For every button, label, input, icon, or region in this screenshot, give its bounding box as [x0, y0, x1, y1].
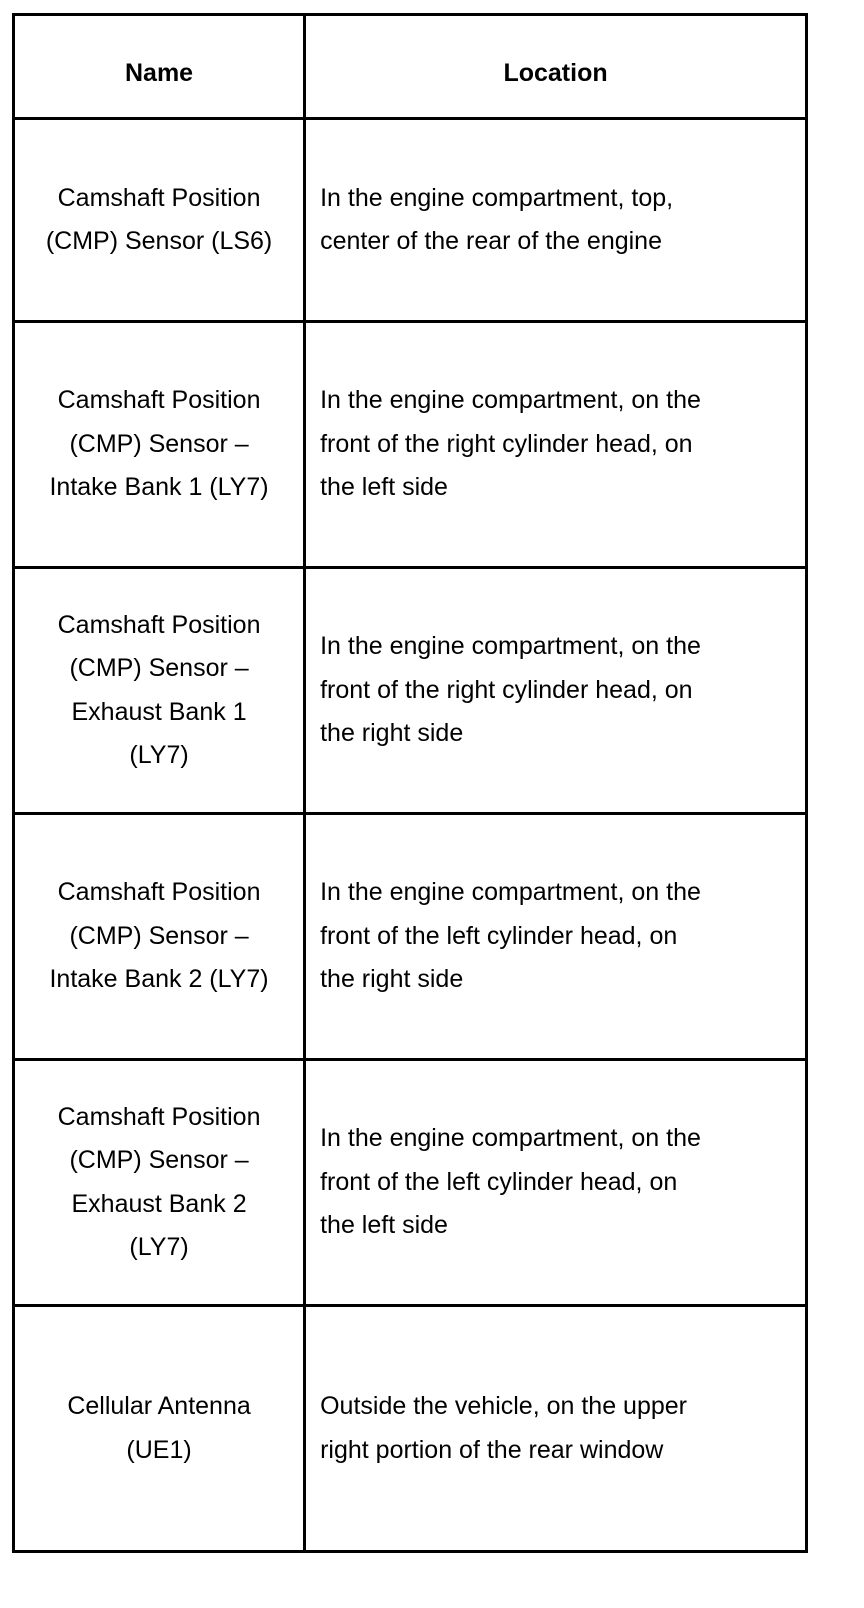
table-row: [14, 322, 807, 568]
cell-location: In the engine compartment, top, center of the rear of the engine: [305, 119, 807, 322]
table-row: [14, 119, 807, 322]
cell-location: In the engine compartment, on the front of the left cylinder head, on the left side: [305, 1060, 807, 1306]
table-row: [14, 568, 807, 814]
table-row: [14, 1306, 807, 1552]
table-row: [14, 1060, 807, 1306]
cell-name: Camshaft Position (CMP) Sensor – Exhaust Bank 2 (LY7): [14, 1060, 305, 1306]
cell-name: Camshaft Position (CMP) Sensor – Intake Bank 2 (LY7): [14, 814, 305, 1060]
cell-name: Camshaft Position (CMP) Sensor (LS6): [14, 119, 305, 322]
table-header-row: [14, 15, 807, 119]
component-location-table: [12, 13, 808, 1553]
column-header-name: Name: [14, 15, 305, 119]
cell-name: Camshaft Position (CMP) Sensor – Exhaust Bank 1 (LY7): [14, 568, 305, 814]
table-row: [14, 814, 807, 1060]
cell-name: Camshaft Position (CMP) Sensor – Intake Bank 1 (LY7): [14, 322, 305, 568]
cell-location: In the engine compartment, on the front of the right cylinder head, on the right side: [305, 568, 807, 814]
cell-location: Outside the vehicle, on the upper right portion of the rear window: [305, 1306, 807, 1552]
cell-location: In the engine compartment, on the front of the right cylinder head, on the left side: [305, 322, 807, 568]
cell-name: Cellular Antenna (UE1): [14, 1306, 305, 1552]
column-header-location: Location: [305, 15, 807, 119]
cell-location: In the engine compartment, on the front of the left cylinder head, on the right side: [305, 814, 807, 1060]
